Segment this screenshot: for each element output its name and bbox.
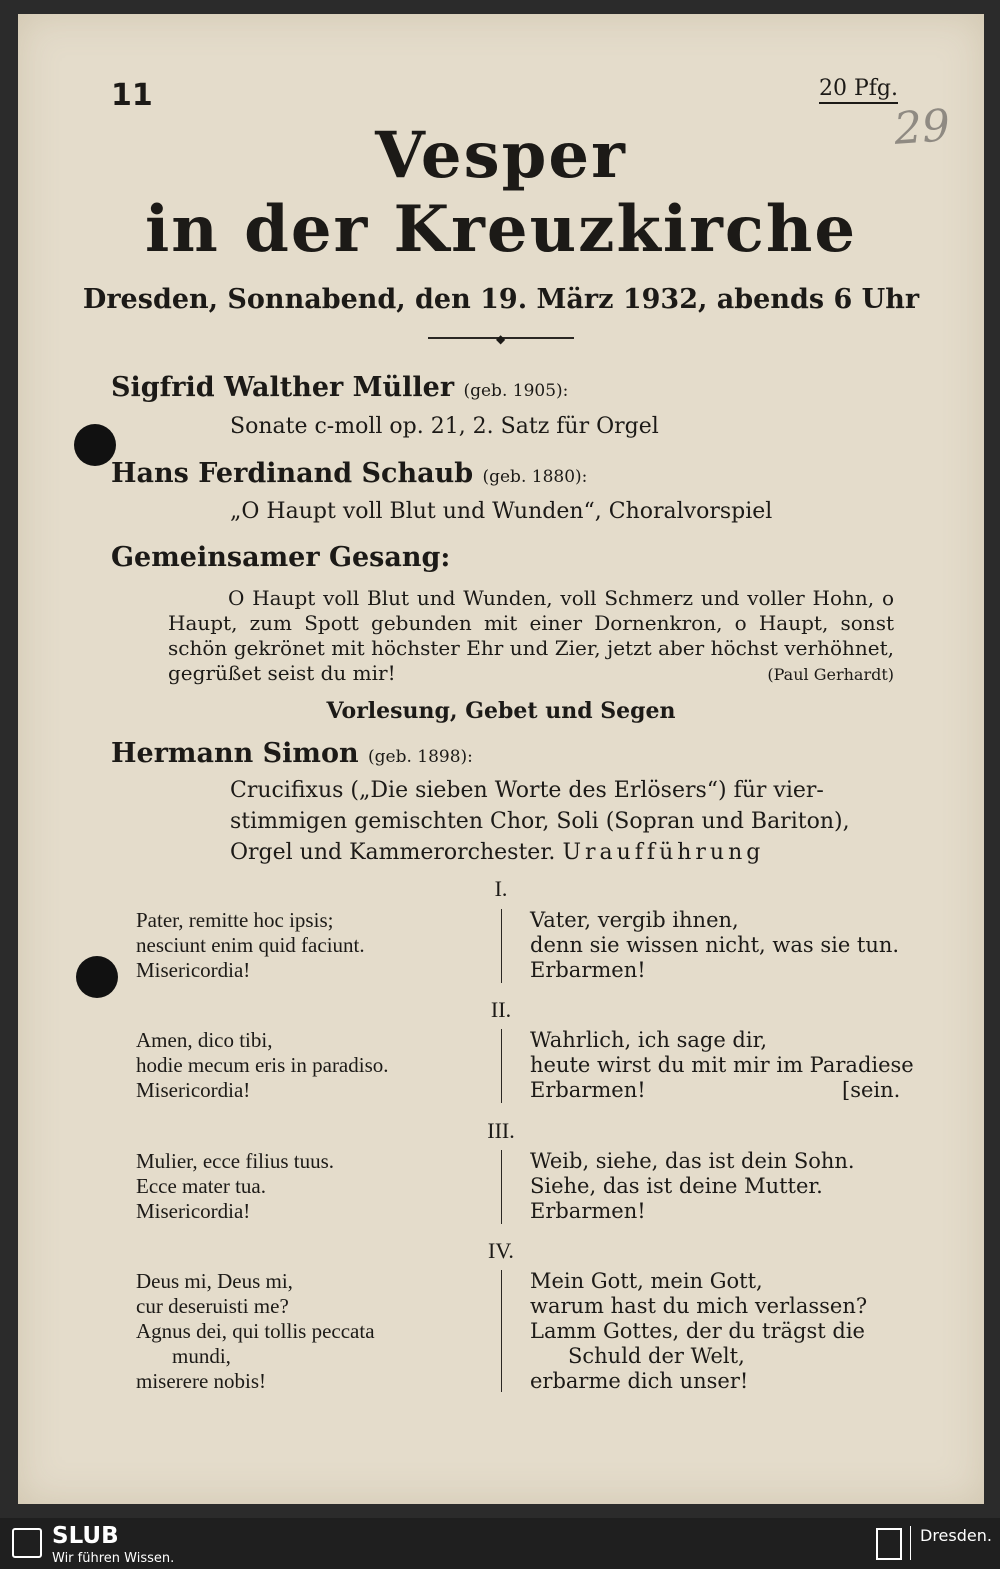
- composer-name: Hermann Simon: [111, 738, 359, 769]
- work-3-line1: Crucifixus („Die sieben Worte des Erlösers“) für vier-: [230, 778, 824, 803]
- latin-line: nesciunt enim quid faciunt.: [136, 933, 365, 957]
- german-line: erbarme dich unser!: [530, 1369, 749, 1393]
- german-line: heute wirst du mit mir im Paradiese: [530, 1053, 914, 1077]
- german-line: Lamm Gottes, der du trägst die: [530, 1319, 865, 1343]
- column-divider: [501, 1029, 502, 1103]
- price: 20 Pfg.: [819, 76, 898, 104]
- premiere-note: Uraufführung: [562, 840, 765, 865]
- latin-line: mundi,: [172, 1344, 231, 1368]
- work-1: Sonate c-moll op. 21, 2. Satz für Orgel: [230, 414, 659, 439]
- section-numeral: III.: [487, 1118, 515, 1143]
- subtitle: Dresden, Sonnabend, den 19. März 1932, abends 6 Uhr: [82, 284, 920, 315]
- section-numeral: IV.: [488, 1238, 514, 1263]
- latin-line: Deus mi, Deus mi,: [136, 1269, 293, 1293]
- pencil-note: 29: [892, 100, 952, 155]
- divider: [910, 1526, 911, 1560]
- composer-name: Sigfrid Walther Müller: [111, 372, 455, 403]
- latin-line: Misericordia!: [136, 1199, 251, 1223]
- german-line: Wahrlich, ich sage dir,: [530, 1028, 767, 1052]
- punch-hole: [74, 424, 116, 466]
- german-line: denn sie wissen nicht, was sie tun.: [530, 933, 900, 957]
- viewer-footer: [0, 1518, 1000, 1569]
- composer-born: (geb. 1898):: [368, 747, 473, 767]
- latin-line: Misericordia!: [136, 1078, 251, 1102]
- reading-line: Vorlesung, Gebet und Segen: [326, 698, 676, 724]
- latin-line: Pater, remitte hoc ipsis;: [136, 908, 334, 932]
- composer-born: (geb. 1905):: [463, 381, 569, 401]
- composer-1: [111, 372, 568, 403]
- latin-line: Mulier, ecce filius tuus.: [136, 1149, 335, 1173]
- german-line: Erbarmen!: [530, 1078, 646, 1102]
- hymn-text: O Haupt voll Blut und Wunden, voll Schmerz und voller Hohn, o Haupt, zum Spott gebunden mit einer Dornenkron, o Haupt, sonst schön gekrönet mit höchster Ehr und Zier, jetzt aber höchst verhöhnet, gegrüßet seist du mir!: [168, 586, 894, 685]
- column-divider: [501, 1270, 502, 1392]
- german-line: Weib, siehe, das ist dein Sohn.: [530, 1149, 855, 1173]
- issue-number: 11: [111, 78, 153, 113]
- program-sheet: [18, 14, 984, 1504]
- german-line: Schuld der Welt,: [568, 1344, 745, 1368]
- slub-logo-text[interactable]: SLUB: [52, 1523, 119, 1549]
- work-3-line3: Orgel und Kammerorchester. Uraufführung: [230, 840, 765, 865]
- column-divider: [501, 1150, 502, 1224]
- work-2: „O Haupt voll Blut und Wunden“, Choralvorspiel: [230, 499, 773, 524]
- latin-line: Amen, dico tibi,: [136, 1028, 273, 1052]
- composer-name: Hans Ferdinand Schaub: [111, 458, 474, 489]
- composer-3: [111, 738, 473, 769]
- german-line: Siehe, das ist deine Mutter.: [530, 1174, 823, 1198]
- ornament-diamond: ◆: [496, 332, 506, 346]
- latin-line: cur deseruisti me?: [136, 1294, 289, 1318]
- latin-line: Agnus dei, qui tollis peccata: [136, 1319, 375, 1343]
- slub-tagline: Wir führen Wissen.: [52, 1551, 175, 1566]
- section-numeral: II.: [490, 997, 512, 1022]
- hymn-author: (Paul Gerhardt): [767, 665, 894, 684]
- title-line1: Vesper: [375, 118, 627, 193]
- german-line-continuation: [sein.: [842, 1078, 901, 1102]
- latin-line: miserere nobis!: [136, 1369, 267, 1393]
- german-line: Vater, vergib ihnen,: [530, 908, 739, 932]
- dresden-crest-icon: [876, 1528, 902, 1560]
- latin-line: Misericordia!: [136, 958, 251, 982]
- german-line: Erbarmen!: [530, 958, 646, 982]
- latin-line: Ecce mater tua.: [136, 1174, 266, 1198]
- dresden-logo-text[interactable]: Dresden.: [920, 1526, 992, 1545]
- slub-logo-icon: [12, 1528, 42, 1558]
- latin-line: hodie mecum eris in paradiso.: [136, 1053, 389, 1077]
- composer-2: [111, 458, 587, 489]
- section-numeral: I.: [494, 876, 508, 901]
- hymn-heading: Gemeinsamer Gesang:: [111, 542, 451, 573]
- german-line: Mein Gott, mein Gott,: [530, 1269, 763, 1293]
- composer-born: (geb. 1880):: [482, 467, 588, 487]
- german-line: Erbarmen!: [530, 1199, 646, 1223]
- work-3-line2: stimmigen gemischten Chor, Soli (Sopran und Bariton),: [230, 809, 850, 834]
- column-divider: [501, 909, 502, 983]
- title-line2: in der Kreuzkirche: [144, 192, 858, 267]
- punch-hole: [76, 956, 118, 998]
- german-line: warum hast du mich verlassen?: [530, 1294, 868, 1318]
